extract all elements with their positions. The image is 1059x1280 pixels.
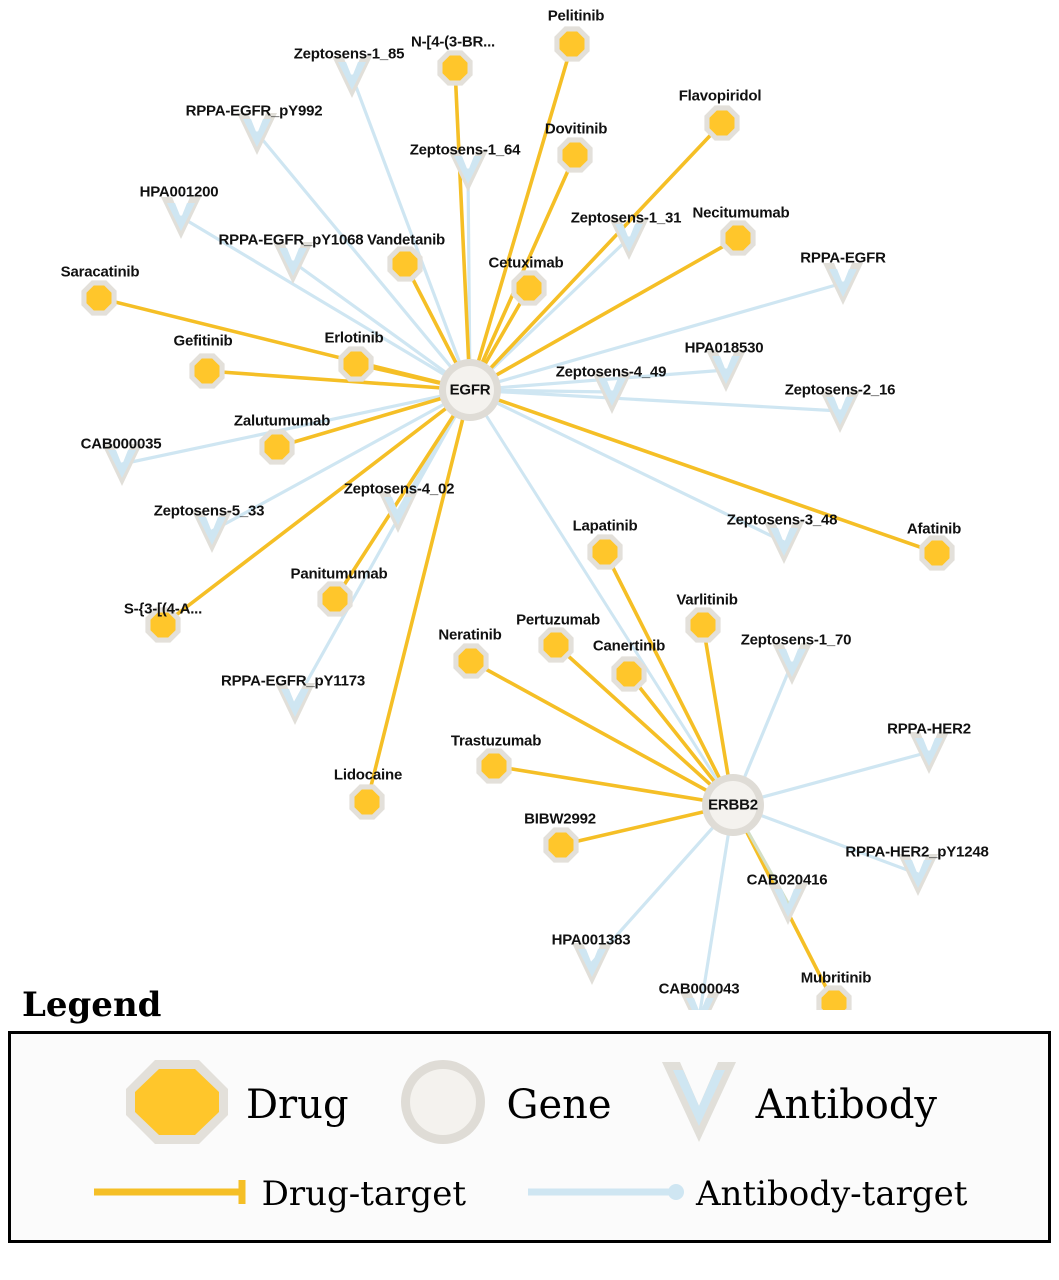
drug-node[interactable] <box>511 270 546 305</box>
antibody-label: Zeptosens-1_85 <box>293 45 405 63</box>
antibody-label: Zeptosens-2_16 <box>784 381 896 399</box>
antibody-label: RPPA-HER2_pY1248 <box>845 843 989 861</box>
drug-label: Lidocaine <box>333 766 403 784</box>
drug-node[interactable] <box>611 656 646 691</box>
drug-label: Pertuzumab <box>516 611 600 629</box>
antibody-label: RPPA-EGFR_pY992 <box>185 102 323 120</box>
legend-edge-styles <box>11 1174 1048 1214</box>
drug-node[interactable] <box>349 784 384 819</box>
antibody-node[interactable] <box>772 643 812 685</box>
legend-item-drug-target <box>92 1174 466 1214</box>
antibody-label: Zeptosens-4_02 <box>343 480 455 498</box>
drug-node[interactable] <box>554 26 589 61</box>
drug-octagon-icon <box>122 1056 232 1153</box>
antibody-node[interactable] <box>768 883 808 925</box>
drug-label: Panitumumab <box>290 565 388 583</box>
drug-label: Trastuzumab <box>450 732 542 750</box>
drug-label: Necitumumab <box>692 204 790 222</box>
drug-label: Flavopiridol <box>678 87 762 105</box>
drug-label: Erlotinib <box>324 329 384 347</box>
legend-item-gene <box>393 1056 612 1153</box>
drug-label: Vandetanib <box>366 231 446 249</box>
drug-target-edge-icon <box>92 1177 252 1212</box>
antibody-label: Zeptosens-1_64 <box>409 141 521 159</box>
antibody-label: Zeptosens-1_70 <box>740 631 852 649</box>
drug-node[interactable] <box>338 346 373 381</box>
drug-label: Varlitinib <box>676 591 738 609</box>
antibody-label: RPPA-HER2 <box>887 720 971 738</box>
drug-label: Lapatinib <box>572 517 638 535</box>
legend-item-antibody-target <box>526 1174 967 1214</box>
drug-label: BIBW2992 <box>524 810 596 828</box>
drug-node[interactable] <box>704 105 739 140</box>
antibody-label: Zeptosens-1_31 <box>570 209 682 227</box>
antibody-label: RPPA-EGFR <box>800 249 886 267</box>
antibody-label: Zeptosens-4_49 <box>555 363 667 381</box>
legend-label-drug: Drug <box>245 1081 349 1128</box>
antibody-label: Zeptosens-5_33 <box>153 502 265 520</box>
drug-label: Pelitinib <box>547 7 605 25</box>
drug-node[interactable] <box>189 353 224 388</box>
antibody-label: HPA001200 <box>139 183 219 201</box>
drug-label: Mubritinib <box>800 969 872 987</box>
drug-node[interactable] <box>81 280 116 315</box>
antibody-label: CAB000043 <box>658 980 740 998</box>
legend-label-antibody: Antibody <box>755 1081 938 1128</box>
drug-label: N-[4-(3-BR... <box>410 33 496 51</box>
legend-label-gene: Gene <box>506 1081 612 1128</box>
antibody-node[interactable] <box>823 263 863 305</box>
drug-label: Cetuximab <box>488 254 564 272</box>
drug-label: S-{3-[(4-A... <box>123 600 203 618</box>
antibody-label: HPA001383 <box>551 931 631 949</box>
antibody-label: RPPA-EGFR_pY1173 <box>220 672 366 690</box>
antibody-node[interactable] <box>909 732 949 774</box>
legend-item-antibody <box>656 1056 937 1153</box>
antibody-target-edge-icon <box>526 1177 686 1212</box>
legend-box <box>8 1031 1051 1243</box>
drug-label: Dovitinib <box>544 120 608 138</box>
antibody-label: Zeptosens-3_48 <box>726 511 838 529</box>
drug-label: Afatinib <box>906 520 962 538</box>
drug-node[interactable] <box>317 581 352 616</box>
drug-node[interactable] <box>538 627 573 662</box>
legend-item-drug <box>122 1056 349 1153</box>
drug-target-edge <box>470 390 937 553</box>
legend-node-shapes <box>11 1056 1048 1153</box>
legend <box>0 985 1059 1243</box>
antibody-node[interactable] <box>572 943 612 985</box>
antibody-label: CAB000035 <box>80 435 162 453</box>
drug-node[interactable] <box>476 748 511 783</box>
legend-label-drug-target: Drug-target <box>261 1174 466 1214</box>
drug-label: Neratinib <box>438 626 502 644</box>
drug-label: Saracatinib <box>60 263 140 281</box>
antibody-label: HPA018530 <box>684 339 764 357</box>
drug-node[interactable] <box>543 827 578 862</box>
drug-label: Canertinib <box>592 637 666 655</box>
drug-node[interactable] <box>437 50 472 85</box>
gene-label: ERBB2 <box>708 796 758 814</box>
gene-label: EGFR <box>449 381 491 399</box>
drug-node[interactable] <box>387 246 422 281</box>
drug-node[interactable] <box>453 643 488 678</box>
drug-node[interactable] <box>919 535 954 570</box>
antibody-chevron-icon <box>656 1056 742 1153</box>
drug-node[interactable] <box>685 607 720 642</box>
legend-title: Legend <box>22 985 162 1025</box>
drug-node[interactable] <box>259 429 294 464</box>
drug-node[interactable] <box>720 220 755 255</box>
drug-node[interactable] <box>587 534 622 569</box>
antibody-label: RPPA-EGFR_pY1068 <box>218 231 364 249</box>
gene-circle-icon <box>393 1056 493 1153</box>
drug-label: Gefitinib <box>173 332 233 350</box>
drug-node[interactable] <box>557 137 592 172</box>
antibody-node[interactable] <box>161 197 201 239</box>
drug-label: Zalutumumab <box>233 412 331 430</box>
legend-label-antibody-target: Antibody-target <box>695 1174 968 1214</box>
antibody-label: CAB020416 <box>746 871 828 889</box>
